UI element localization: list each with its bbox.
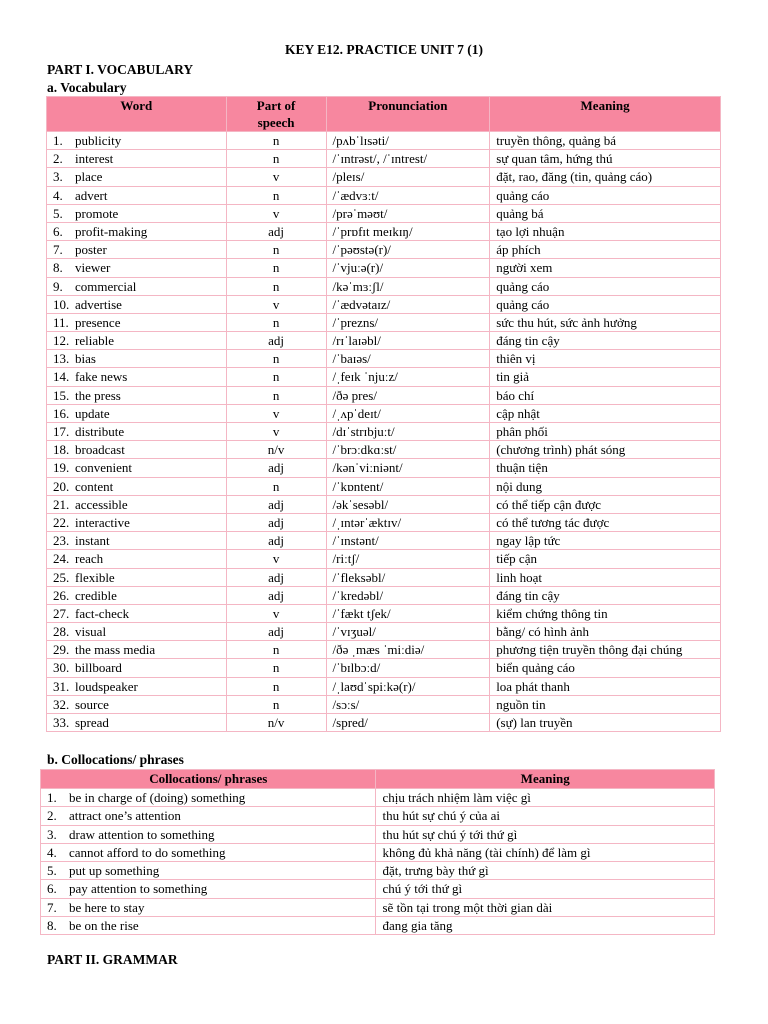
part-of-speech: adj [226,532,326,550]
row-number: 2. [47,808,57,824]
word-cell [47,350,227,368]
part-of-speech: adj [226,222,326,240]
table-row [47,586,721,604]
word: accessible [75,496,128,512]
table-row [47,332,721,350]
pronunciation: /ˈbaɪəs/ [326,350,490,368]
pronunciation: /prəˈməʊt/ [326,204,490,222]
row-number: 17. [53,424,70,439]
row-number: 31. [53,678,70,694]
word-cell [47,623,227,641]
table-row [47,186,721,204]
table-row [47,604,721,622]
word-cell [47,695,227,713]
meaning: quảng cáo [490,277,721,295]
word: publicity [75,133,122,148]
table-row [47,659,721,677]
row-number: 12. [53,333,70,349]
pronunciation: /riːtʃ/ [326,550,490,568]
table-row [47,695,721,713]
table-row [47,204,721,222]
document-title: KEY E12. PRACTICE UNIT 7 (1) [284,42,484,57]
table-row [47,459,721,477]
row-number: 21. [53,496,70,512]
word: fake news [75,369,128,385]
vocabulary-subheading: a. Vocabulary [47,80,127,95]
row-number: 14. [53,369,70,385]
pronunciation: /ˌʌpˈdeɪt/ [326,404,490,422]
part2-heading: PART II. GRAMMAR [47,952,178,967]
word: interest [75,151,114,167]
row-number: 3. [53,169,63,185]
word: credible [75,587,117,603]
vocabulary-table [46,96,721,732]
word-cell [47,568,227,586]
row-number: 25. [53,569,70,585]
header-part-of-speech: Part of speech [226,97,326,132]
row-number: 8. [53,260,63,276]
table-row [47,313,721,331]
table-row [47,677,721,695]
collocation: be here to stay [69,899,145,915]
part-of-speech: n [226,477,326,495]
meaning: nội dung [490,477,721,495]
collocation-cell [41,880,376,898]
meaning: loa phát thanh [490,677,721,695]
meaning: báo chí [490,386,721,404]
table-row [41,862,715,880]
row-number: 3. [47,826,57,842]
pronunciation: /ˈædvətaɪz/ [326,295,490,313]
row-number: 5. [53,205,63,221]
collocation-cell [41,917,376,935]
pronunciation: /dɪˈstrɪbjuːt/ [326,423,490,441]
part-of-speech: adj [226,586,326,604]
word: promote [75,205,119,221]
word: update [75,405,110,421]
table-row [47,641,721,659]
table-row [47,532,721,550]
part-of-speech: adj [226,568,326,586]
meaning: phân phối [490,423,721,441]
word: reach [75,551,104,567]
word-cell [47,441,227,459]
meaning: kiểm chứng thông tin [490,604,721,622]
row-number: 19. [53,460,70,476]
pronunciation: /pleɪs/ [326,168,490,186]
collocation-meaning: không đủ khả năng (tài chính) để làm gì [376,843,715,861]
word-cell [47,132,227,150]
table-row [47,623,721,641]
meaning: đáng tin cậy [490,586,721,604]
meaning: quảng cáo [490,186,721,204]
table-row [41,789,715,807]
meaning: nguồn tin [490,695,721,713]
word: distribute [75,424,125,439]
collocation: attract one’s attention [69,808,181,824]
row-number: 18. [53,442,70,458]
table-row [47,477,721,495]
collocation-cell [41,862,376,880]
word: profit-making [75,223,148,239]
word-cell [47,313,227,331]
table-row [47,150,721,168]
collocation-meaning: đang gia tăng [376,917,715,935]
meaning: đáng tin cậy [490,332,721,350]
table-row [47,168,721,186]
pronunciation: /ˈbrɔːdkɑːst/ [326,441,490,459]
row-number: 22. [53,514,70,530]
meaning: bằng/ có hình ảnh [490,623,721,641]
pronunciation: /ðə ˌmæs ˈmiːdiə/ [326,641,490,659]
collocation-cell [41,843,376,861]
word-cell [47,222,227,240]
table-row [47,495,721,513]
meaning: có thể tương tác được [490,513,721,531]
table-row [47,259,721,277]
part-of-speech: n [226,677,326,695]
word-cell [47,550,227,568]
row-number: 15. [53,387,70,403]
table-row [47,368,721,386]
row-number: 28. [53,624,70,640]
part-of-speech: n/v [226,714,326,732]
row-number: 16. [53,405,70,421]
meaning: có thể tiếp cận được [490,495,721,513]
part-of-speech: n [226,132,326,150]
meaning: linh hoạt [490,568,721,586]
word-cell [47,204,227,222]
collocation: draw attention to something [69,826,215,842]
table-row [47,295,721,313]
part-of-speech: v [226,204,326,222]
table-row [47,441,721,459]
pronunciation: /spred/ [326,714,490,732]
part-of-speech: v [226,423,326,441]
row-number: 8. [47,918,57,934]
meaning: (sự) lan truyền [490,714,721,732]
row-number: 13. [53,351,70,367]
word: broadcast [75,442,125,458]
pronunciation: /ˈprezns/ [326,313,490,331]
collocation: put up something [69,863,160,879]
table-row [41,898,715,916]
part-of-speech: n [226,695,326,713]
row-number: 33. [53,715,70,730]
word-cell [47,277,227,295]
part-of-speech: v [226,550,326,568]
pronunciation: /ˈvɪʒuəl/ [326,623,490,641]
row-number: 7. [47,899,57,915]
part-of-speech: n [226,277,326,295]
word-cell [47,459,227,477]
part-of-speech: n [226,150,326,168]
meaning: thiên vị [490,350,721,368]
row-number: 10. [53,296,70,312]
word: interactive [75,514,130,530]
collocations-table [40,769,715,935]
collocation-meaning: chịu trách nhiệm làm việc gì [376,789,715,807]
table-row [47,222,721,240]
meaning: cập nhật [490,404,721,422]
meaning: ngay lập tức [490,532,721,550]
word: the press [75,387,121,403]
meaning: thuận tiện [490,459,721,477]
pronunciation: /ˈkɒntent/ [326,477,490,495]
part-of-speech: v [226,404,326,422]
collocation-meaning: sẽ tồn tại trong một thời gian dài [376,898,715,916]
header-word: Word [47,97,227,132]
meaning: quảng cáo [490,295,721,313]
word: instant [75,533,110,549]
word: commercial [75,278,137,294]
table-row [47,714,721,732]
collocation: cannot afford to do something [69,844,226,860]
collocation-cell [41,898,376,916]
row-number: 29. [53,642,70,658]
table-row [41,807,715,825]
part-of-speech: v [226,168,326,186]
meaning: biển quảng cáo [490,659,721,677]
word: reliable [75,333,114,349]
pronunciation: /ˈɪnstənt/ [326,532,490,550]
table-row [47,550,721,568]
pronunciation: /kənˈviːniənt/ [326,459,490,477]
word-cell [47,495,227,513]
word-cell [47,404,227,422]
pronunciation: /ˌlaʊdˈspiːkə(r)/ [326,677,490,695]
word: advert [75,187,108,203]
row-number: 6. [53,223,63,239]
word: presence [75,314,121,330]
word-cell [47,295,227,313]
part-of-speech: n [226,350,326,368]
word: content [75,478,114,494]
part-of-speech: v [226,295,326,313]
meaning: tin giả [490,368,721,386]
word-cell [47,259,227,277]
collocation-cell [41,825,376,843]
meaning: sự quan tâm, hứng thú [490,150,721,168]
part1-heading: PART I. VOCABULARY [47,62,194,77]
word-cell [47,386,227,404]
row-number: 27. [53,605,70,621]
part-of-speech: adj [226,332,326,350]
row-number: 24. [53,551,70,567]
pronunciation: /kəˈmɜːʃl/ [326,277,490,295]
row-number: 1. [53,133,63,148]
pronunciation: /sɔːs/ [326,695,490,713]
table-row [47,132,721,150]
part-of-speech: adj [226,459,326,477]
pronunciation: /ˈfleksəbl/ [326,568,490,586]
table-row [47,241,721,259]
word-cell [47,677,227,695]
part-of-speech: v [226,604,326,622]
word-cell [47,241,227,259]
part-of-speech: n [226,186,326,204]
word: loudspeaker [75,678,138,694]
pronunciation: /ˈprɒfɪt meɪkɪŋ/ [326,222,490,240]
part-of-speech: n/v [226,441,326,459]
word-cell [47,368,227,386]
word: the mass media [75,642,156,658]
word-cell [47,659,227,677]
pronunciation: /rɪˈlaɪəbl/ [326,332,490,350]
meaning: truyền thông, quảng bá [490,132,721,150]
part-of-speech: n [226,241,326,259]
pronunciation: /ˌɪntərˈæktɪv/ [326,513,490,531]
table-row [41,880,715,898]
meaning: quảng bá [490,204,721,222]
word-cell [47,532,227,550]
table-row [47,404,721,422]
word: bias [75,351,96,367]
word-cell [47,150,227,168]
meaning: (chương trình) phát sóng [490,441,721,459]
word: fact-check [75,605,130,621]
word-cell [47,714,227,732]
pronunciation: /ˈvjuːə(r)/ [326,259,490,277]
word: place [75,169,103,185]
word: flexible [75,569,115,585]
part-of-speech: n [226,368,326,386]
collocation-meaning: đặt, trưng bày thứ gì [376,862,715,880]
row-number: 30. [53,660,70,676]
table-row [47,513,721,531]
pronunciation: /ˈkredəbl/ [326,586,490,604]
meaning: sức thu hút, sức ảnh hưởng [490,313,721,331]
collocation-cell [41,807,376,825]
header-meaning: Meaning [490,97,721,132]
row-number: 20. [53,478,70,494]
word-cell [47,332,227,350]
part-of-speech: adj [226,623,326,641]
collocation-meaning: thu hút sự chú ý của ai [376,807,715,825]
meaning: áp phích [490,241,721,259]
meaning: người xem [490,259,721,277]
row-number: 7. [53,242,63,258]
collocation-meaning: thu hút sự chú ý tới thứ gì [376,825,715,843]
pronunciation: /ðə pres/ [326,386,490,404]
row-number: 4. [47,844,57,860]
collocation-cell [41,789,376,807]
collocation-meaning: chú ý tới thứ gì [376,880,715,898]
table-row [41,917,715,935]
collocations-subheading: b. Collocations/ phrases [47,752,184,767]
row-number: 26. [53,587,70,603]
word-cell [47,186,227,204]
pronunciation: /ˈpəʊstə(r)/ [326,241,490,259]
word: viewer [75,260,111,276]
header-pronunciation: Pronunciation [326,97,490,132]
part-of-speech: n [226,659,326,677]
word-cell [47,423,227,441]
row-number: 4. [53,187,63,203]
collocation: pay attention to something [69,881,208,897]
collocation: be in charge of (doing) something [69,790,246,805]
pronunciation: /ˈɪntrəst/, /ˈɪntrest/ [326,150,490,168]
table-row [47,568,721,586]
word: convenient [75,460,133,476]
part-of-speech: adj [226,513,326,531]
part-of-speech: n [226,259,326,277]
header-coll-meaning: Meaning [376,770,715,789]
word: advertise [75,296,122,312]
word-cell [47,586,227,604]
pronunciation: /ˈfækt tʃek/ [326,604,490,622]
part-of-speech: n [226,313,326,331]
collocation: be on the rise [69,918,139,934]
word: poster [75,242,107,258]
word: spread [75,715,109,730]
word-cell [47,641,227,659]
row-number: 23. [53,533,70,549]
part-of-speech: n [226,641,326,659]
meaning: tiếp cận [490,550,721,568]
pronunciation: /əkˈsesəbl/ [326,495,490,513]
table-row [41,825,715,843]
word-cell [47,604,227,622]
table-row [47,350,721,368]
meaning: đặt, rao, đăng (tin, quảng cáo) [490,168,721,186]
pronunciation: /ˈbɪlbɔːd/ [326,659,490,677]
row-number: 9. [53,278,63,294]
table-row [47,277,721,295]
meaning: phương tiện truyền thông đại chúng [490,641,721,659]
pronunciation: /pʌbˈlɪsəti/ [326,132,490,150]
pronunciation: /ˌfeɪk ˈnjuːz/ [326,368,490,386]
word: source [75,696,109,712]
word-cell [47,477,227,495]
part-of-speech: n [226,386,326,404]
header-collocation: Collocations/ phrases [41,770,376,789]
word: visual [75,624,107,640]
part-of-speech: adj [226,495,326,513]
row-number: 6. [47,881,57,897]
pronunciation: /ˈædvɜːt/ [326,186,490,204]
row-number: 2. [53,151,63,167]
row-number: 11. [53,314,69,330]
table-row [41,843,715,861]
row-number: 32. [53,696,70,712]
row-number: 5. [47,863,57,879]
row-number: 1. [47,790,57,805]
word-cell [47,168,227,186]
word: billboard [75,660,122,676]
table-row [47,386,721,404]
word-cell [47,513,227,531]
meaning: tạo lợi nhuận [490,222,721,240]
table-row [47,423,721,441]
